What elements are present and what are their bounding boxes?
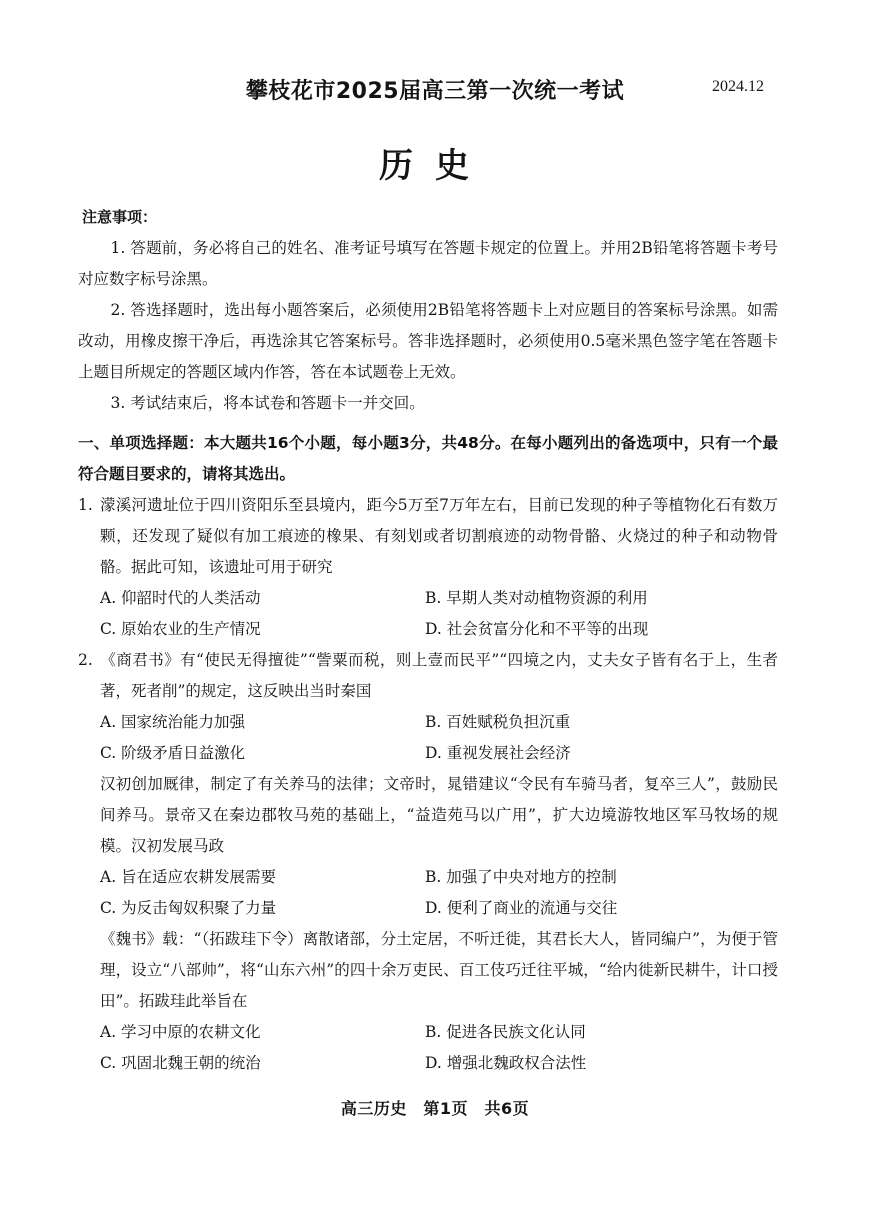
question-text: 濛溪河遗址位于四川资阳乐至县境内，距今5万至7万年左右，目前已发现的种子等植物化石有数万颗，还发现了疑似有加工痕迹的橡果、有刻划或者切割痕迹的动物骨骼、火烧过的种子和动物骨骼。据此可知，该遗址可用于研究 [100, 496, 778, 576]
option-b: B. 促进各民族文化认同 [425, 1023, 586, 1041]
question-number: 1. [78, 496, 93, 514]
option-d: D. 便利了商业的流通与交往 [425, 899, 618, 917]
option-c: C. 巩固北魏王朝的统治 [100, 1054, 261, 1072]
option-b: B. 加强了中央对地方的控制 [425, 868, 617, 886]
question-stem [78, 924, 778, 1017]
option-d: D. 增强北魏政权合法性 [425, 1054, 587, 1072]
exam-title: 攀枝花市2025届高三第一次统一考试 [245, 79, 625, 104]
option-c: C. 为反击匈奴积聚了力量 [100, 899, 277, 917]
question-stem [78, 769, 778, 862]
question-3 [78, 769, 778, 924]
option-a: A. 仰韶时代的人类活动 [100, 589, 261, 607]
option-list [78, 707, 778, 769]
option-list [78, 1017, 778, 1079]
exam-date: 2024.12 [712, 78, 764, 95]
question-number: 2. [78, 651, 93, 669]
question-stem [78, 490, 778, 583]
question-stem [78, 645, 778, 707]
option-d: D. 重视发展社会经济 [425, 744, 571, 762]
question-text: 汉初创加厩律，制定了有关养马的法律；文帝时，晁错建议“令民有车骑马者，复卒三人”，鼓励民间养马。景帝又在秦边郡牧马苑的基础上，“益造苑马以广用”，扩大边境游牧地区军马牧场的规模。汉初发展马政 [100, 775, 778, 855]
question-4 [78, 924, 778, 1079]
option-list [78, 862, 778, 924]
option-a: A. 国家统治能力加强 [100, 713, 246, 731]
option-b: B. 百姓赋税负担沉重 [425, 713, 571, 731]
option-list [78, 583, 778, 645]
page-footer: 高三历史 第1页 共6页 [340, 1099, 530, 1118]
option-c: C. 阶级矛盾日益激化 [100, 744, 246, 762]
option-a: A. 学习中原的农耕文化 [100, 1023, 261, 1041]
option-a: A. 旨在适应农耕发展需要 [100, 868, 277, 886]
exam-content [78, 202, 778, 1079]
question-text: 《商君书》有“使民无得擅徙”“訾粟而税，则上壹而民平”“四境之内，丈夫女子皆有名于上，生者著，死者削”的规定，这反映出当时秦国 [100, 651, 778, 700]
subject-title: 历史 [379, 146, 491, 186]
option-b: B. 早期人类对动植物资源的利用 [425, 589, 648, 607]
question-2 [78, 645, 778, 769]
note-item: 3. 考试结束后，将本试卷和答题卡一并交回。 [110, 394, 425, 412]
section-title: 一、单项选择题：本大题共16个小题，每小题3分，共48分。在每小题列出的备选项中，只有一个最符合题目要求的，请将其选出。 [78, 434, 778, 483]
notes-heading: 注意事项： [82, 208, 158, 226]
question-1 [78, 490, 778, 645]
option-d: D. 社会贫富分化和不平等的出现 [425, 620, 649, 638]
question-text: 《魏书》载：“（拓跋珪下令）离散诸部，分土定居，不听迁徙，其君长大人，皆同编户”，为便于管理，设立“八部帅”，将“山东六州”的四十余万吏民、百工伎巧迁往平城，“给内徙新民耕牛，计口授田”。拓跋珪此举旨在 [100, 930, 778, 1010]
note-item: 2. 答选择题时，选出每小题答案后，必须使用2B铅笔将答题卡上对应题目的答案标号涂黑。如需改动，用橡皮擦干净后，再选涂其它答案标号。答非选择题时，必须使用0.5毫米黑色签字笔在答题卡上题目所规定的答题区域内作答，答在本试题卷上无效。 [78, 301, 778, 381]
note-item: 1. 答题前，务必将自己的姓名、准考证号填写在答题卡规定的位置上。并用2B铅笔将答题卡考号对应数字标号涂黑。 [78, 239, 778, 288]
option-c: C. 原始农业的生产情况 [100, 620, 261, 638]
